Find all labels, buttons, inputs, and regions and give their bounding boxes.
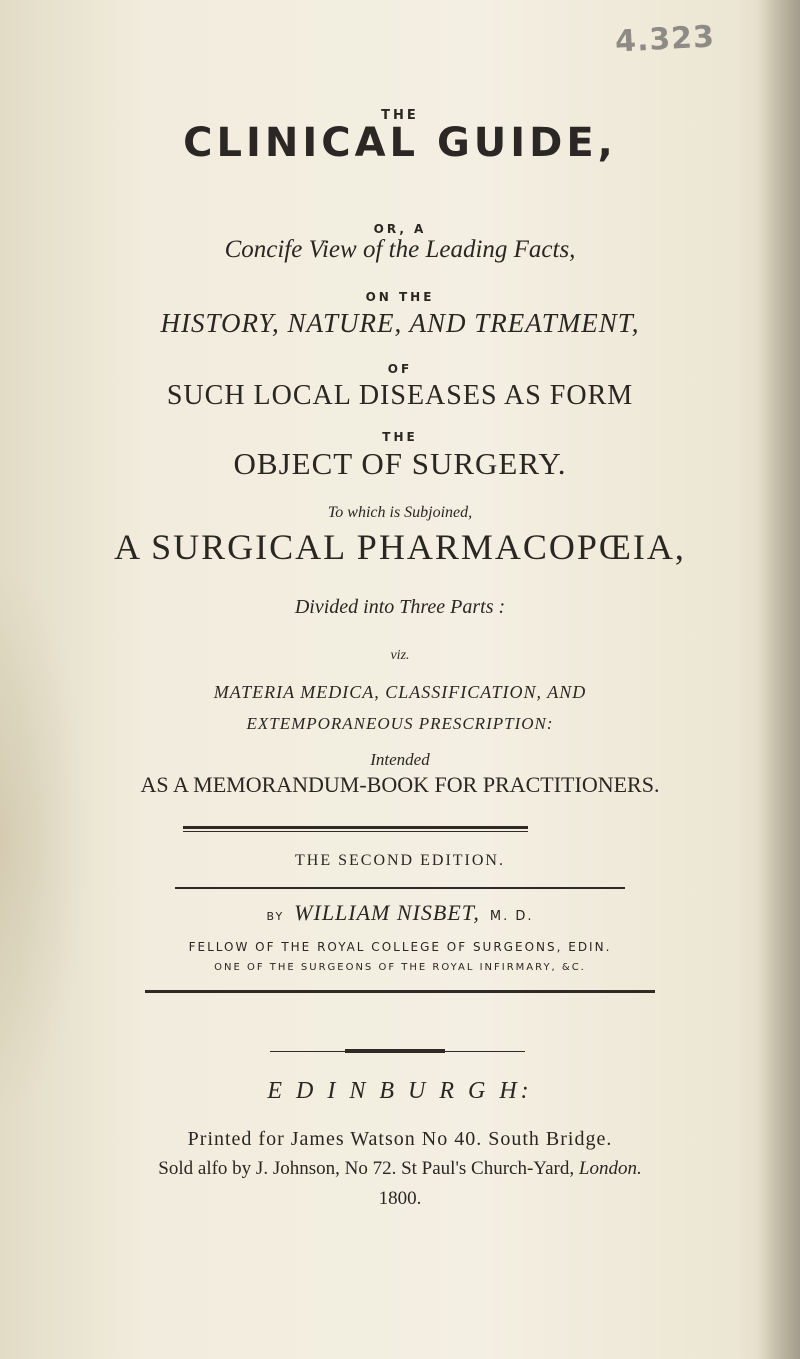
viz-label: viz. <box>390 648 410 663</box>
sold-city: London. <box>578 1158 642 1179</box>
divided-line: Divided into Three Parts : <box>294 596 506 618</box>
intended-label: Intended <box>370 750 430 769</box>
memorandum-line: AS A MEMORANDUM-BOOK FOR PRACTITIONERS. <box>140 772 660 797</box>
author-name: WILLIAM NISBET, <box>294 900 480 925</box>
parts-line-1: MATERIA MEDICA, CLASSIFICATION, AND <box>213 682 587 702</box>
subtitle: Concife View of the Leading Facts, <box>224 236 576 263</box>
diseases-line: SUCH LOCAL DISEASES AS FORM <box>166 380 634 411</box>
object-line: OBJECT OF SURGERY. <box>233 446 567 481</box>
on-the-label: ON THE <box>365 290 435 304</box>
ornamental-rule-center <box>345 1049 445 1053</box>
edition-line: THE SECOND EDITION. <box>295 852 505 869</box>
rule-above-author <box>175 887 625 889</box>
pharmacopoeia-line: A SURGICAL PHARMACOPŒIA, <box>114 527 686 567</box>
subjoined-line: To which is Subjoined, <box>327 504 473 521</box>
sold-prefix: Sold alfo by J. Johnson, No 72. St Paul's Church-Yard, <box>158 1158 575 1179</box>
place-line: E D I N B U R G H: <box>267 1078 533 1104</box>
shelfmark-annotation: 4.323 <box>614 19 716 60</box>
fellow-line: FELLOW OF THE ROYAL COLLEGE OF SURGEONS, EDIN. <box>188 940 612 954</box>
or-a-label: OR, A <box>373 222 427 236</box>
the-label: THE <box>381 108 419 123</box>
parts-line-2: EXTEMPORANEOUS PRESCRIPTION: <box>246 714 554 733</box>
double-rule-top <box>183 826 528 829</box>
surgeon-line: ONE OF THE SURGEONS OF THE ROYAL INFIRMARY, &C. <box>214 962 586 973</box>
of-label: OF <box>387 362 413 376</box>
author-degree: M. D. <box>489 909 534 924</box>
history-line: HISTORY, NATURE, AND TREATMENT, <box>160 308 640 338</box>
sold-line <box>0 1158 800 1180</box>
paper-stain <box>0 560 90 1120</box>
printed-line: Printed for James Watson No 40. South Bridge. <box>187 1128 613 1150</box>
page-gutter-shadow <box>758 0 800 1359</box>
double-rule-bottom <box>183 831 528 832</box>
publication-year: 1800. <box>378 1188 422 1209</box>
author-by: BY <box>266 910 285 923</box>
main-title: CLINICAL GUIDE, <box>183 120 617 166</box>
author-line <box>0 900 800 926</box>
the-label-2: THE <box>382 430 418 444</box>
thick-rule <box>145 990 655 993</box>
